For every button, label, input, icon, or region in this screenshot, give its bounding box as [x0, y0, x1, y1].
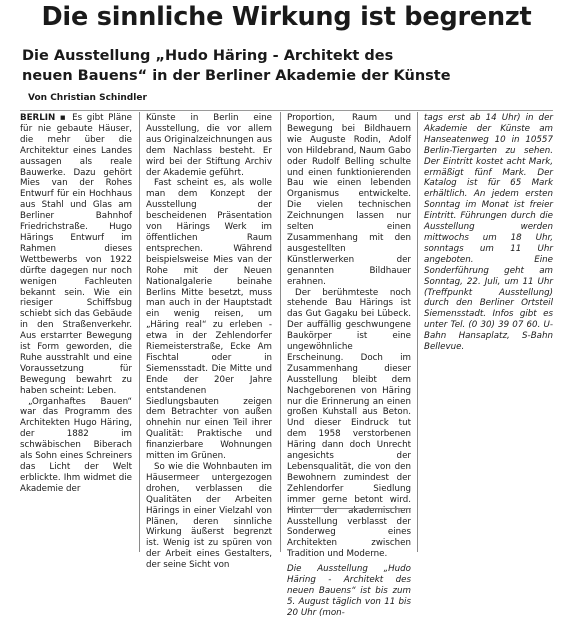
column-4 — [424, 113, 553, 553]
column-2-paragraph-3: So wie die Wohnbauten im Häusermeer untergezogen drohen, verblassen die Qualitäten der Arbeiten Härings in einer Vielzahl von Plänen, deren sinnliche Wirkung äußerst begrenzt ist. Wenig ist zu spüren von der Arbeit eines Gestalters, der seine Sicht von — [146, 462, 272, 571]
header-rule — [20, 110, 553, 111]
dateline: BERLIN — [20, 113, 56, 123]
column-3-paragraph-2: Der berühmteste noch stehende Bau Härings ist das Gut Gagaku bei Lübeck. Der auffällig geschwungene Baukörper ist eine ungewöhnliche Erscheinung. Doch im Zusammenhang dieser Ausstellung bleibt dem Nachgeborenen von Häring nur die Erinnerung an einen großen Kuhstall aus Beton. Und dieser Eindruck tut dem 1958 verstorbenen Häring dann doch Unrecht angesichts der Lebensqualität, die von den Bewohnern zumindest der Zehlendorfer Siedlung immer gerne betont wird. Hinter der akademischen Ausstellung verblasst der Sonderweg eines Architekten zwischen Tradition und Moderne. — [287, 287, 411, 560]
column-1-paragraph-2: „Organhaftes Bauen“ war das Programm des Architekten Hugo Häring, der 1882 im schwäbischen Biberach als Sohn eines Schreiners das Licht der Welt erblickte. Ihm widmet die Akademie der — [20, 396, 132, 494]
column-1-paragraph-1 — [20, 113, 132, 397]
exhibition-info-start: Die Ausstellung „Hudo Häring - Architekt des neuen Bauens“ ist bis zum 5. August täglich von 11 bis 20 Uhr (mon- — [287, 564, 411, 618]
column-1-paragraph-1-text: ▪ Es gibt Pläne für nie gebaute Häuser, die mehr über die Architektur eines Landes aussagen als reale Bauwerke. Dazu gehört Mies van der Rohes Entwurf für ein Hochhaus aus Stahl und Glas am Berliner Bahnhof Friedrichstraße. Hugo Härings Entwurf im Rahmen dieses Wettbewerbs von 1922 dürfte dagegen nur noch wenigen Fachleuten bekannt sein. Wie ein riesiger Schiffsbug schiebt sich das Gebäude in den Straßenverkehr. Aus erstarrter Bewegung ist Form geworden, die Ruhe ausstrahlt und eine Voraussetzung für Bewegung bewahrt zu haben scheint: Leben. — [20, 113, 132, 396]
headline: Die sinnliche Wirkung ist begrenzt — [41, 2, 532, 32]
byline: Von Christian Schindler — [28, 93, 147, 103]
column-divider-1 — [139, 112, 140, 552]
column-2-paragraph-1: Künste in Berlin eine Ausstellung, die vor allem aus Originalzeichnungen aus dem Nachlass besteht. Er wird bei der Stiftung Archiv der Akademie geführt. — [146, 113, 272, 178]
info-box-rule — [287, 508, 411, 509]
exhibition-info-continued: tags erst ab 14 Uhr) in der Akademie der Künste am Hanseatenweg 10 in 10557 Berlin-Tiergarten zu sehen. Der Eintritt kostet acht Mark, ermäßigt fünf Mark. Der Katalog ist für 65 Mark erhältlich. An jedem ersten Sonntag im Monat ist freier Eintritt. Führungen durch die Ausstellung werden mittwochs um 18 Uhr, sonntags um 11 Uhr angeboten. Eine Sonderführung geht am Sonntag, 22. Juli, um 11 Uhr (Treffpunkt Ausstellung) durch den Berliner Ortsteil Siemensstadt. Infos gibt es unter Tel. (0 30) 39 07 60. U-Bahn Hansaplatz, S-Bahn Bellevue. — [424, 113, 553, 353]
column-1 — [20, 113, 132, 553]
subheadline-line-1: Die Ausstellung „Hudo Häring - Architekt des — [22, 48, 394, 64]
column-3 — [287, 113, 411, 618]
column-2 — [146, 113, 272, 571]
column-divider-3 — [417, 112, 418, 552]
column-2-paragraph-2: Fast scheint es, als wolle man dem Konzept der Ausstellung der bescheidenen Präsentation von Härings Werk im öffentlichen Raum entsprechen. Während beispielsweise Mies van der Rohe mit der Neuen Nationalgalerie beinahe Berlins Mitte besetzt, muss man auch in der Hauptstadt ein wenig reisen, um „Häring real“ zu erleben - etwa in der Zehlendorfer Riemeisterstraße, Ecke Am Fischtal oder in Siemensstadt. Die Mitte und Ende der 20er Jahre entstandenen Siedlungsbauten zeigen dem Betrachter von außen ohnehin nur einen Teil ihrer Qualität: Praktische und finanzierbare Wohnungen mitten im Grünen. — [146, 178, 272, 462]
column-3-paragraph-1: Proportion, Raum und Bewegung bei Bildhauern wie Auguste Rodin, Adolf von Hildebrand, Naum Gabo oder Rudolf Belling schulte und einen funktionierenden Bau wie einen lebenden Organismus entwickelte. Die vielen technischen Zeichnungen lassen nur selten einen Zusammenhang mit den ausgestellten Künstlerwerken der genannten Bildhauer erahnen. — [287, 113, 411, 287]
column-divider-2 — [280, 112, 281, 552]
subheadline-line-2: neuen Bauens“ in der Berliner Akademie der Künste — [22, 68, 451, 84]
